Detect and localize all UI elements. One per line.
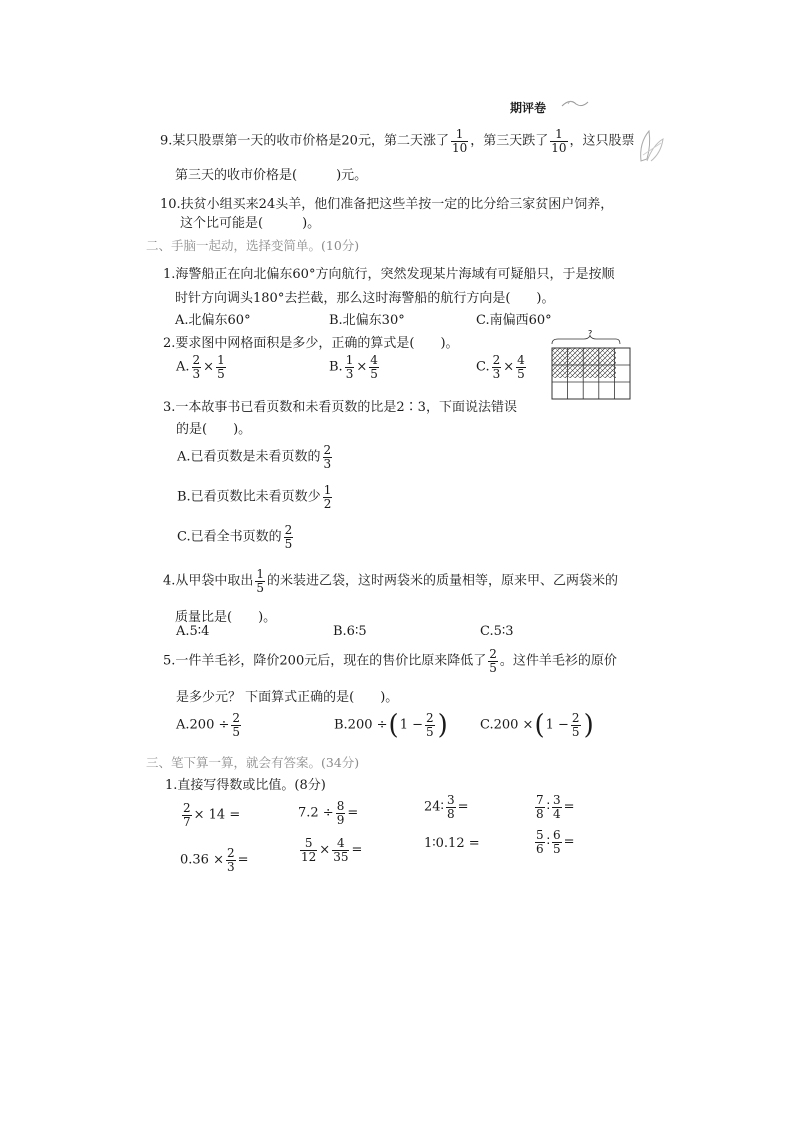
s2q1-option-a: A.北偏东60° — [175, 313, 251, 328]
s2-question-4-line1: 4.从甲袋中取出 $\frac{1}{5}$ 的米装进乙袋，这时两袋米的质量相等，原来甲、乙两袋米的 — [163, 567, 619, 595]
grid-figure — [550, 328, 632, 400]
calc-r2c1: 0.36 × $\frac{2}{3}$ = — [180, 846, 249, 874]
s2q5-option-b: B.200 ÷(1 − $\frac{2}{5}$ ) — [334, 709, 448, 741]
s3-question-1-title: 1.直接写得数或比值。(8分) — [165, 778, 326, 793]
s2q3-option-a: A.已看页数是未看页数的 $\frac{2}{3}$ — [177, 443, 332, 471]
s2q5-option-a: A.200 ÷ $\frac{2}{5}$ — [176, 711, 240, 739]
question-9-line1 — [160, 128, 635, 154]
calc-r1c4: $\frac{7}{8}$ ∶ $\frac{3}{4}$ = — [536, 793, 575, 821]
section-2-title: 二、手脑一起动，选择变简单。(10分) — [146, 238, 360, 253]
s2q2-option-a: A. $\frac{2}{3}$ × $\frac{1}{5}$ — [176, 353, 225, 381]
q9-fraction-b: $\frac{1}{10}$ — [551, 127, 567, 155]
s2-question-3-line2: 的是( )。 — [176, 422, 252, 437]
s2q3-option-b: B.已看页数比未看页数少 $\frac{1}{2}$ — [177, 483, 332, 511]
s2-question-5-line2: 是多少元？ 下面算式正确的是( )。 — [176, 690, 399, 705]
calc-r1c2: 7.2 ÷ $\frac{8}{9}$ = — [298, 799, 359, 827]
s2q1-option-b: B.北偏东30° — [329, 313, 405, 328]
question-9-line2: 第三天的收市价格是( )元。 — [175, 168, 368, 183]
s2-question-5-line1: 5.一件羊毛衫，降价200元后，现在的售价比原来降低了 $\frac{2}{5}$ 。这件羊毛衫的原价 — [163, 647, 617, 675]
section-3-title: 三、笔下算一算，就会有答案。(34分) — [146, 755, 360, 770]
s2q4-option-b: B.6∶5 — [333, 624, 367, 639]
calc-r2c3: 1∶0.12 = — [424, 836, 480, 851]
q9-text-b: ，第三天跌了 — [470, 133, 549, 149]
q9-fraction-a: $\frac{1}{10}$ — [451, 127, 468, 155]
s2-question-4-line2: 质量比是( )。 — [175, 610, 277, 625]
calc-r1c1: $\frac{2}{7}$ × 14 = — [183, 801, 241, 829]
s2q4-option-c: C.5∶3 — [480, 624, 514, 639]
question-10-line1: 10.扶贫小组买来24头羊，他们准备把这些羊按一定的比分给三家贫困户饲养， — [160, 197, 614, 212]
s2-question-1-line2: 时针方向调头180°去拦截，那么这时海警船的航行方向是( )。 — [175, 291, 555, 306]
question-10-line2: 这个比可能是( )。 — [180, 216, 321, 231]
s2q2-option-b: B. $\frac{1}{3}$ × $\frac{4}{5}$ — [329, 353, 378, 381]
s2q2-option-c: C. $\frac{2}{3}$ × $\frac{4}{5}$ — [476, 353, 525, 381]
s2-question-3-line1: 3.一本故事书已看页数和未看页数的比是2∶3，下面说法错误 — [163, 400, 517, 415]
s2q4-option-a: A.5∶4 — [176, 624, 210, 639]
calc-r2c2: $\frac{5}{12}$ × $\frac{4}{35}$ = — [301, 836, 363, 864]
s2q1-option-c: C.南偏西60° — [476, 313, 552, 328]
feather-icon — [635, 125, 667, 165]
q9-text-c: ，这只股票 — [569, 133, 635, 149]
s2-question-2-line1: 2.要求图中网格面积是多少，正确的算式是( )。 — [163, 336, 459, 351]
s2q5-option-c: C.200 ×(1 − $\frac{2}{5}$ ) — [480, 709, 594, 741]
q9-text-a: 9.某只股票第一天的收市价格是20元，第二天涨了 — [160, 133, 449, 149]
s2-question-1-line1: 1.海警船正在向北偏东60°方向航行，突然发现某片海域有可疑船只，于是按顺 — [163, 267, 615, 282]
s2q3-option-c: C.已看全书页数的 $\frac{2}{5}$ — [177, 523, 293, 551]
leaf-icon — [560, 96, 590, 110]
calc-r1c3: 24∶ $\frac{3}{8}$ = — [424, 793, 469, 821]
calc-r2c4: $\frac{5}{6}$ ∶ $\frac{6}{5}$ = — [536, 828, 575, 856]
grid-question-mark: ? — [588, 329, 593, 338]
exam-label: 期评卷 — [510, 101, 547, 115]
